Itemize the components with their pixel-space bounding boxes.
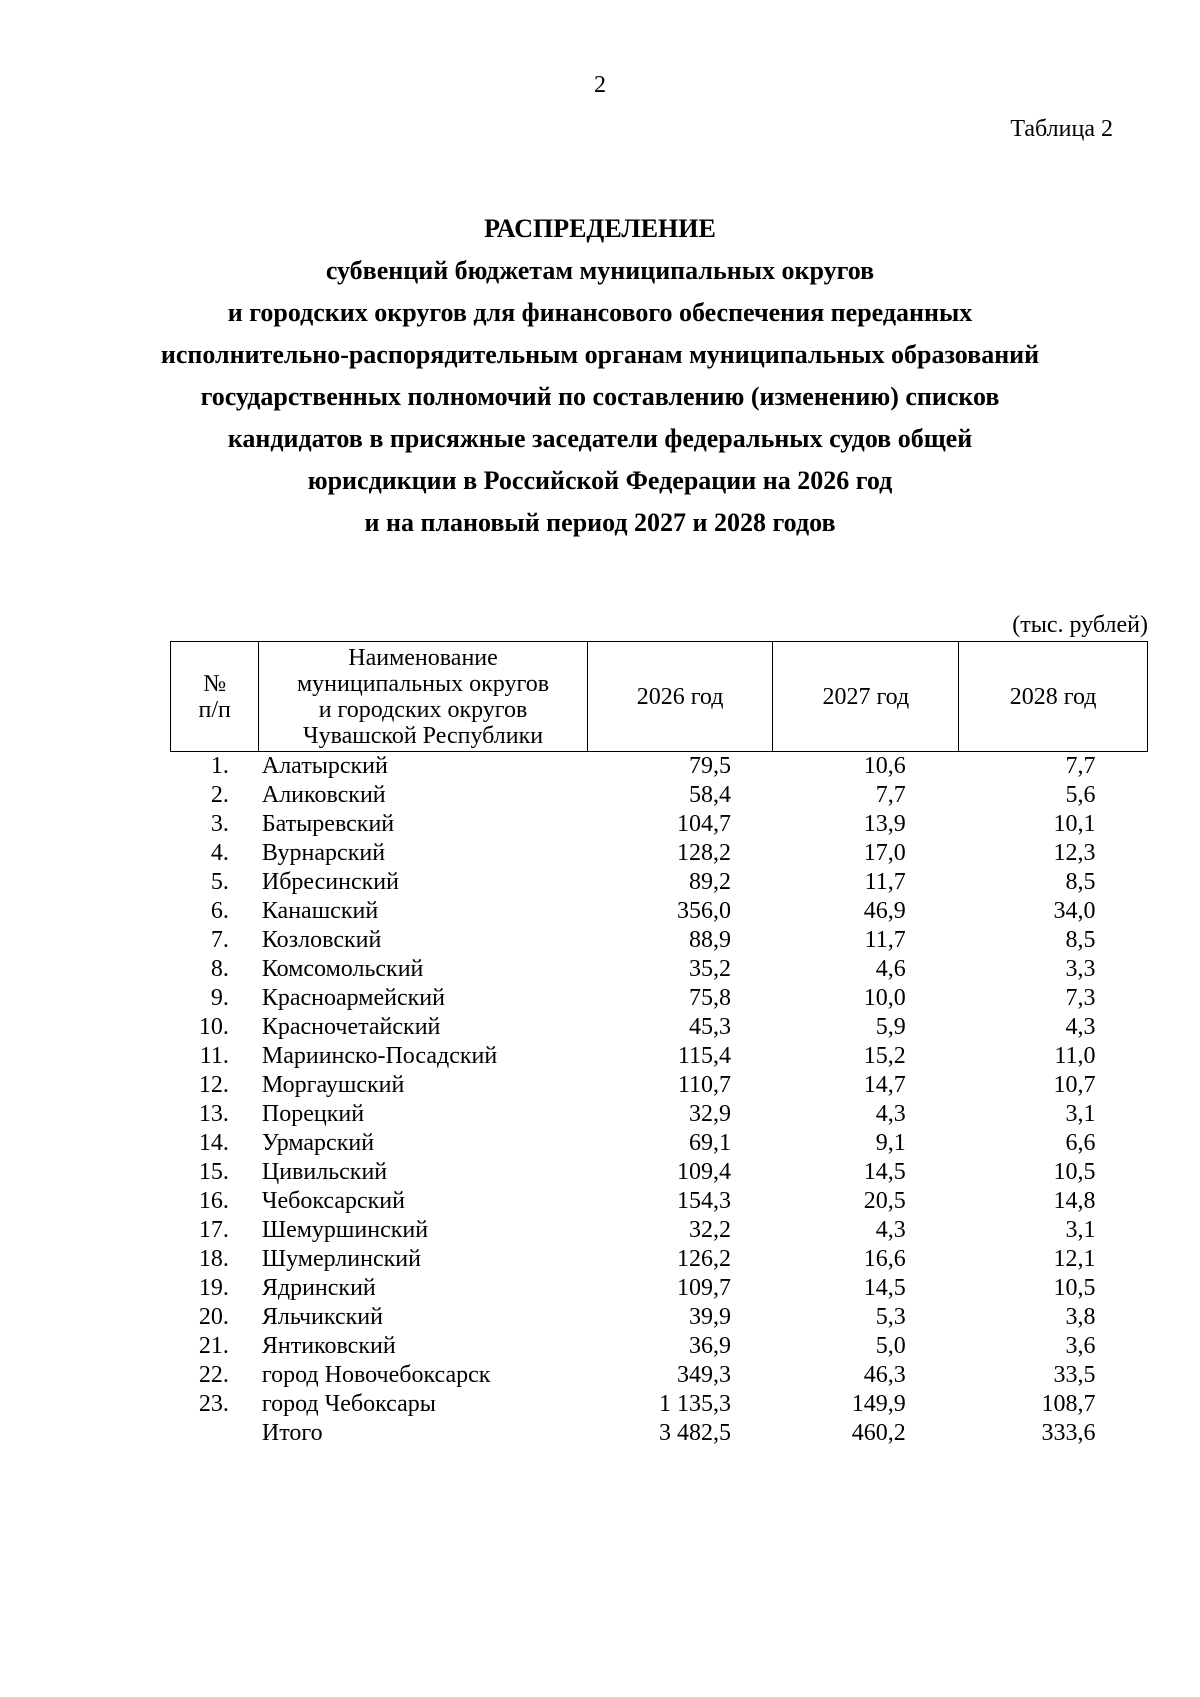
value-2027: 20,5: [863, 1188, 906, 1214]
value-2027: 10,6: [863, 753, 906, 779]
table-row: [171, 1187, 1148, 1216]
row-number: 20.: [198, 1304, 229, 1330]
value-2027: 5,9: [875, 1014, 906, 1040]
header-2028: 2028 год: [959, 642, 1148, 752]
row-name: Янтиковский: [261, 1333, 396, 1359]
value-2026: 109,7: [676, 1275, 731, 1301]
title-line: исполнительно-распорядительным органам муниципальных образований: [160, 340, 1040, 369]
value-2026: 69,1: [688, 1130, 731, 1156]
row-name: Канашский: [261, 898, 379, 924]
total-2027: 460,2: [851, 1420, 906, 1446]
value-2028: 3,3: [1065, 956, 1096, 982]
page-number: 2: [594, 72, 606, 98]
value-2027: 46,9: [863, 898, 906, 924]
value-2026: 39,9: [688, 1304, 731, 1330]
value-2026: 58,4: [688, 782, 731, 808]
value-2028: 3,8: [1065, 1304, 1096, 1330]
value-2028: 34,0: [1053, 898, 1096, 924]
table-row: [171, 1013, 1148, 1042]
document-title: [0, 208, 1200, 544]
row-number: [171, 1419, 259, 1448]
table-row: [171, 1158, 1148, 1187]
row-number: 13.: [198, 1101, 229, 1127]
header-num-label: п/п: [198, 696, 231, 723]
value-2026: 32,9: [688, 1101, 731, 1127]
header-2026: 2026 год: [587, 642, 773, 752]
row-number: 21.: [198, 1333, 229, 1359]
value-2026: 75,8: [688, 985, 731, 1011]
row-name: Цивильский: [261, 1159, 388, 1185]
total-row: [171, 1419, 1148, 1448]
value-2028: 6,6: [1065, 1130, 1096, 1156]
value-2028: 3,6: [1065, 1333, 1096, 1359]
header-2027: 2027 год: [773, 642, 959, 752]
table-row: [171, 1245, 1148, 1274]
row-name: Шумерлинский: [261, 1246, 421, 1272]
table-label: Таблица 2: [1010, 116, 1113, 142]
distribution-table: [170, 641, 1148, 1448]
value-2026: 32,2: [688, 1217, 731, 1243]
table-row: [171, 839, 1148, 868]
value-2028: 11,0: [1054, 1043, 1096, 1069]
value-2028: 8,5: [1065, 927, 1096, 953]
row-number: 16.: [198, 1188, 229, 1214]
row-number: 4.: [210, 840, 229, 866]
value-2026: 154,3: [676, 1188, 731, 1214]
row-number: 6.: [210, 898, 229, 924]
row-name: Мариинско-Посадский: [261, 1043, 498, 1069]
value-2026: 36,9: [688, 1333, 731, 1359]
value-2026: 126,2: [676, 1246, 731, 1272]
value-2028: 10,7: [1053, 1072, 1096, 1098]
value-2027: 4,3: [875, 1101, 906, 1127]
row-number: 9.: [210, 985, 229, 1011]
table-row: [171, 1390, 1148, 1419]
row-name: Моргаушский: [261, 1072, 405, 1098]
value-2028: 8,5: [1065, 869, 1096, 895]
row-number: 5.: [210, 869, 229, 895]
value-2027: 5,3: [875, 1304, 906, 1330]
value-2028: 7,7: [1065, 753, 1096, 779]
value-2028: 3,1: [1065, 1101, 1096, 1127]
table-row: [171, 868, 1148, 897]
total-2026: 3 482,5: [658, 1420, 731, 1446]
row-number: 3.: [210, 811, 229, 837]
table-row: [171, 1042, 1148, 1071]
value-2027: 5,0: [875, 1333, 906, 1359]
table-row: [171, 897, 1148, 926]
header-num: [171, 642, 259, 752]
row-name: город Новочебоксарск: [261, 1362, 491, 1388]
title-line: и городских округов для финансового обеспечения переданных: [227, 298, 973, 327]
title-line: юрисдикции в Российской Федерации на 2026 год: [307, 466, 893, 495]
row-number: 22.: [198, 1362, 229, 1388]
row-number: 12.: [198, 1072, 229, 1098]
value-2027: 46,3: [863, 1362, 906, 1388]
row-number: 2.: [210, 782, 229, 808]
row-name: город Чебоксары: [261, 1391, 436, 1417]
value-2027: 10,0: [863, 985, 906, 1011]
row-number: 15.: [198, 1159, 229, 1185]
header-name-line: муниципальных округов: [296, 670, 550, 697]
value-2028: 3,1: [1065, 1217, 1096, 1243]
value-2028: 7,3: [1065, 985, 1096, 1011]
value-2027: 13,9: [863, 811, 906, 837]
value-2027: 149,9: [851, 1391, 906, 1417]
header-name-line: и городских округов: [318, 696, 528, 723]
header-name-line: Чувашской Республики: [302, 722, 544, 749]
value-2027: 4,6: [875, 956, 906, 982]
value-2027: 14,5: [863, 1159, 906, 1185]
row-name: Красночетайский: [261, 1014, 441, 1040]
row-name: Ибресинский: [261, 869, 399, 895]
value-2027: 14,5: [863, 1275, 906, 1301]
header-num-symbol: №: [203, 670, 227, 697]
total-2028: 333,6: [1041, 1420, 1096, 1446]
value-2026: 104,7: [676, 811, 731, 837]
row-number: 18.: [198, 1246, 229, 1272]
row-number: 11.: [199, 1043, 229, 1069]
row-name: Алатырский: [261, 753, 388, 779]
table-header-row: [171, 642, 1148, 752]
row-number: 7.: [210, 927, 229, 953]
value-2028: 10,5: [1053, 1275, 1096, 1301]
table-row: [171, 781, 1148, 810]
row-name: Красноармейский: [261, 985, 445, 1011]
title-line: и на плановый период 2027 и 2028 годов: [364, 508, 836, 537]
value-2026: 128,2: [676, 840, 731, 866]
row-name: Козловский: [261, 927, 382, 953]
header-name: [259, 642, 587, 752]
value-2028: 12,3: [1053, 840, 1096, 866]
value-2026: 1 135,3: [658, 1391, 731, 1417]
value-2027: 11,7: [864, 927, 906, 953]
table-row: [171, 1129, 1148, 1158]
row-name: Шемуршинский: [261, 1217, 429, 1243]
value-2026: 115,4: [677, 1043, 731, 1069]
row-name: Батыревский: [261, 811, 395, 837]
value-2026: 89,2: [688, 869, 731, 895]
table-row: [171, 1216, 1148, 1245]
row-number: 23.: [198, 1391, 229, 1417]
table-row: [171, 1071, 1148, 1100]
value-2027: 14,7: [863, 1072, 906, 1098]
value-2026: 109,4: [676, 1159, 731, 1185]
row-number: 19.: [198, 1275, 229, 1301]
value-2027: 17,0: [863, 840, 906, 866]
value-2026: 79,5: [688, 753, 731, 779]
table-row: [171, 752, 1148, 782]
title-line: государственных полномочий по составлению (изменению) списков: [200, 382, 1000, 411]
value-2027: 16,6: [863, 1246, 906, 1272]
title-line: кандидатов в присяжные заседатели федеральных судов общей: [227, 424, 973, 453]
units-note: (тыс. рублей): [1012, 612, 1148, 638]
row-number: 8.: [210, 956, 229, 982]
row-number: 14.: [198, 1130, 229, 1156]
value-2027: 9,1: [875, 1130, 906, 1156]
value-2026: 356,0: [676, 898, 731, 924]
table-row: [171, 1100, 1148, 1129]
value-2027: 4,3: [875, 1217, 906, 1243]
row-number: 17.: [198, 1217, 229, 1243]
row-name: Порецкий: [261, 1101, 365, 1127]
table-row: [171, 955, 1148, 984]
value-2028: 10,5: [1053, 1159, 1096, 1185]
table-row: [171, 1361, 1148, 1390]
table-row: [171, 1303, 1148, 1332]
table-row: [171, 810, 1148, 839]
value-2028: 12,1: [1053, 1246, 1096, 1272]
row-name: Яльчикский: [261, 1304, 383, 1330]
table-row: [171, 926, 1148, 955]
value-2026: 88,9: [688, 927, 731, 953]
title-line: РАСПРЕДЕЛЕНИЕ: [484, 214, 716, 243]
value-2026: 45,3: [688, 1014, 731, 1040]
header-name-line: Наименование: [348, 644, 498, 671]
row-name: Вурнарский: [261, 840, 386, 866]
value-2028: 5,6: [1065, 782, 1096, 808]
table-row: [171, 1274, 1148, 1303]
table-row: [171, 1332, 1148, 1361]
value-2028: 108,7: [1041, 1391, 1096, 1417]
table-row: [171, 984, 1148, 1013]
row-name: Чебоксарский: [261, 1188, 405, 1214]
value-2027: 15,2: [863, 1043, 906, 1069]
total-label: Итого: [261, 1420, 323, 1446]
title-line: субвенций бюджетам муниципальных округов: [325, 256, 875, 285]
value-2028: 4,3: [1065, 1014, 1096, 1040]
value-2026: 35,2: [688, 956, 731, 982]
value-2026: 349,3: [676, 1362, 731, 1388]
row-name: Урмарский: [261, 1130, 375, 1156]
value-2028: 33,5: [1053, 1362, 1096, 1388]
row-number: 1.: [210, 753, 229, 779]
value-2027: 7,7: [875, 782, 906, 808]
row-name: Аликовский: [261, 782, 386, 808]
value-2028: 14,8: [1053, 1188, 1096, 1214]
row-number: 10.: [198, 1014, 229, 1040]
row-name: Комсомольский: [261, 956, 424, 982]
value-2026: 110,7: [677, 1072, 731, 1098]
value-2027: 11,7: [864, 869, 906, 895]
row-name: Ядринский: [261, 1275, 376, 1301]
value-2028: 10,1: [1053, 811, 1096, 837]
table-body: [171, 752, 1148, 1449]
